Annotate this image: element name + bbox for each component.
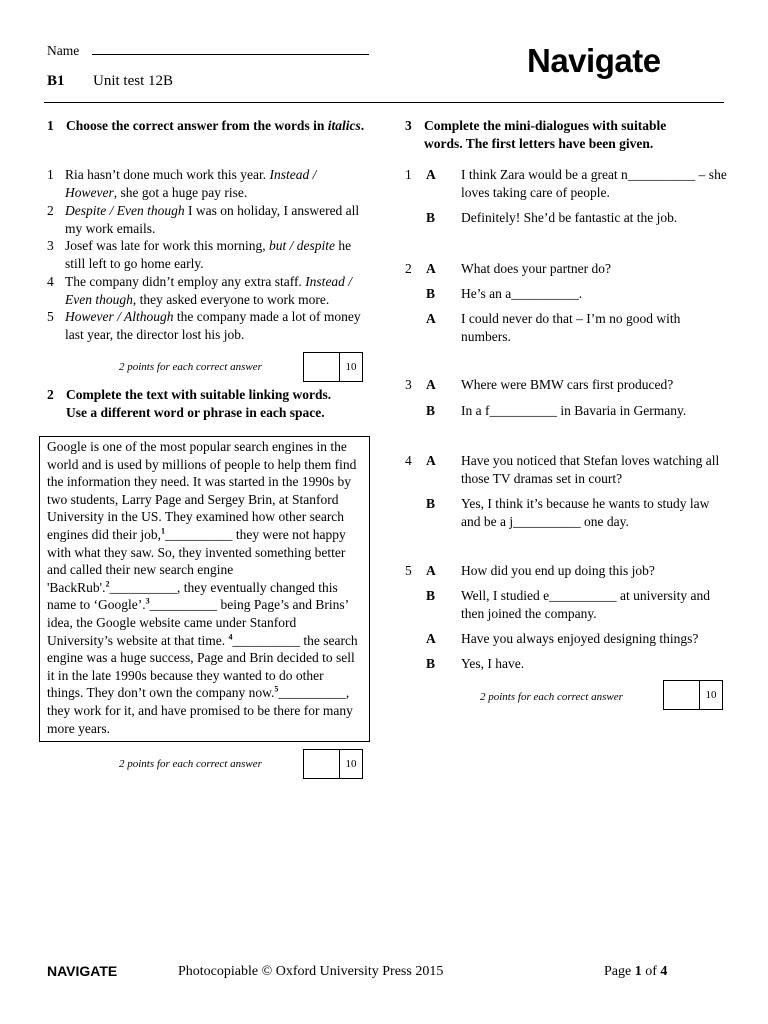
option-choice[interactable]: However / Although [65,309,174,324]
speaker-label: A [426,261,436,276]
google-text-box [39,436,370,742]
speaker-label: A [426,311,436,326]
dialogue-number: 2 [405,261,412,276]
footer-copyright: Photocopiable © Oxford University Press 2015 [178,964,444,979]
gap-number: 3 [145,596,150,606]
score-input[interactable] [664,681,700,709]
section2-points-note: 2 points for each correct answer [119,758,262,770]
name-label: Name [47,43,80,58]
speaker-label: A [426,453,436,468]
option-choice[interactable]: Instead / Even though [65,274,353,307]
dialogue-number: 4 [405,453,412,468]
section3-points-note: 2 points for each correct answer [480,691,623,703]
speaker-label: B [426,588,436,603]
page-indicator: Page 1 of 4 [604,964,668,979]
section1-heading: 1 Choose the correct answer from the words in italics. [47,118,365,133]
navigate-logo: Navigate [527,42,661,79]
section1-number: 1 [47,118,54,133]
footer-logo: NAVIGATE [47,963,118,979]
option-choice[interactable]: Instead / However [65,167,317,200]
score-input[interactable] [304,353,340,381]
speaker-label: B [426,403,436,418]
option-choice[interactable]: but / despite [268,238,335,253]
gap-number: 5 [274,684,279,694]
speaker-label: A [426,631,436,646]
gap-number: 2 [105,579,110,589]
section2-number: 2 [47,387,54,402]
speaker-label: A [426,377,436,392]
dialogue-number: 5 [405,563,412,578]
unit-title: Unit test 12B [93,73,174,89]
page-number: 1 [634,964,642,979]
speaker-label: B [426,656,436,671]
section1-score-box [303,352,363,382]
section2-heading: 2 Complete the text with suitable linking words. Use a different word or phrase in each space. [47,387,332,420]
gap-number: 1 [160,526,165,536]
dialogue-number: 3 [405,377,412,392]
score-input[interactable] [304,750,340,778]
option-choice[interactable]: Despite / Even though [65,203,185,218]
score-total: 10 [345,361,357,373]
speaker-label: B [426,496,436,511]
section2-score-box [303,749,363,779]
section1-points-note: 2 points for each correct answer [119,361,262,373]
section3-number: 3 [405,118,412,133]
score-total: 10 [345,758,357,770]
gap-number: 4 [228,632,233,642]
gap-fill-text: Google is one of the most popular search engines in the world and is used by millions of people to help them find the information they need. It was started in the 1990s by two students, Larry Page and Sergey Brin, at Stanford University in the US. They examined how other search engines did their job,$^1$__________ they were not happy with what they saw. So, they invented something better and called their new search engine 'BackRub'.$^2$__________, they eventually changed this name to ‘Google’.$^3$__________ being Page’s and Brins’ idea, the Google website came under Stanford University’s website at that time. $^4$__________ the search engine was a huge success, Page and Brin decided to sell it in the late 1990s because they wanted to do other things. They don’t own the company now.$^5$__________, they work for it, and have promised to be there for many more years. [47,439,358,736]
section1-instruction-italic: italics [327,118,361,133]
section3-score-box [663,680,723,710]
speaker-label: B [426,210,436,225]
section1-instruction: Choose the correct answer from the words in [66,118,325,133]
page-total: 4 [660,964,668,979]
section3-heading: 3 Complete the mini-dialogues with suitable words. The first letters have been given. [405,118,667,151]
speaker-label: A [426,167,436,182]
dialogue-number: 1 [405,167,412,182]
name-line[interactable] [92,54,369,55]
speaker-label: B [426,286,436,301]
header-divider [44,102,724,103]
score-total: 10 [705,689,717,701]
speaker-label: A [426,563,436,578]
level-label: B1 [47,73,65,89]
